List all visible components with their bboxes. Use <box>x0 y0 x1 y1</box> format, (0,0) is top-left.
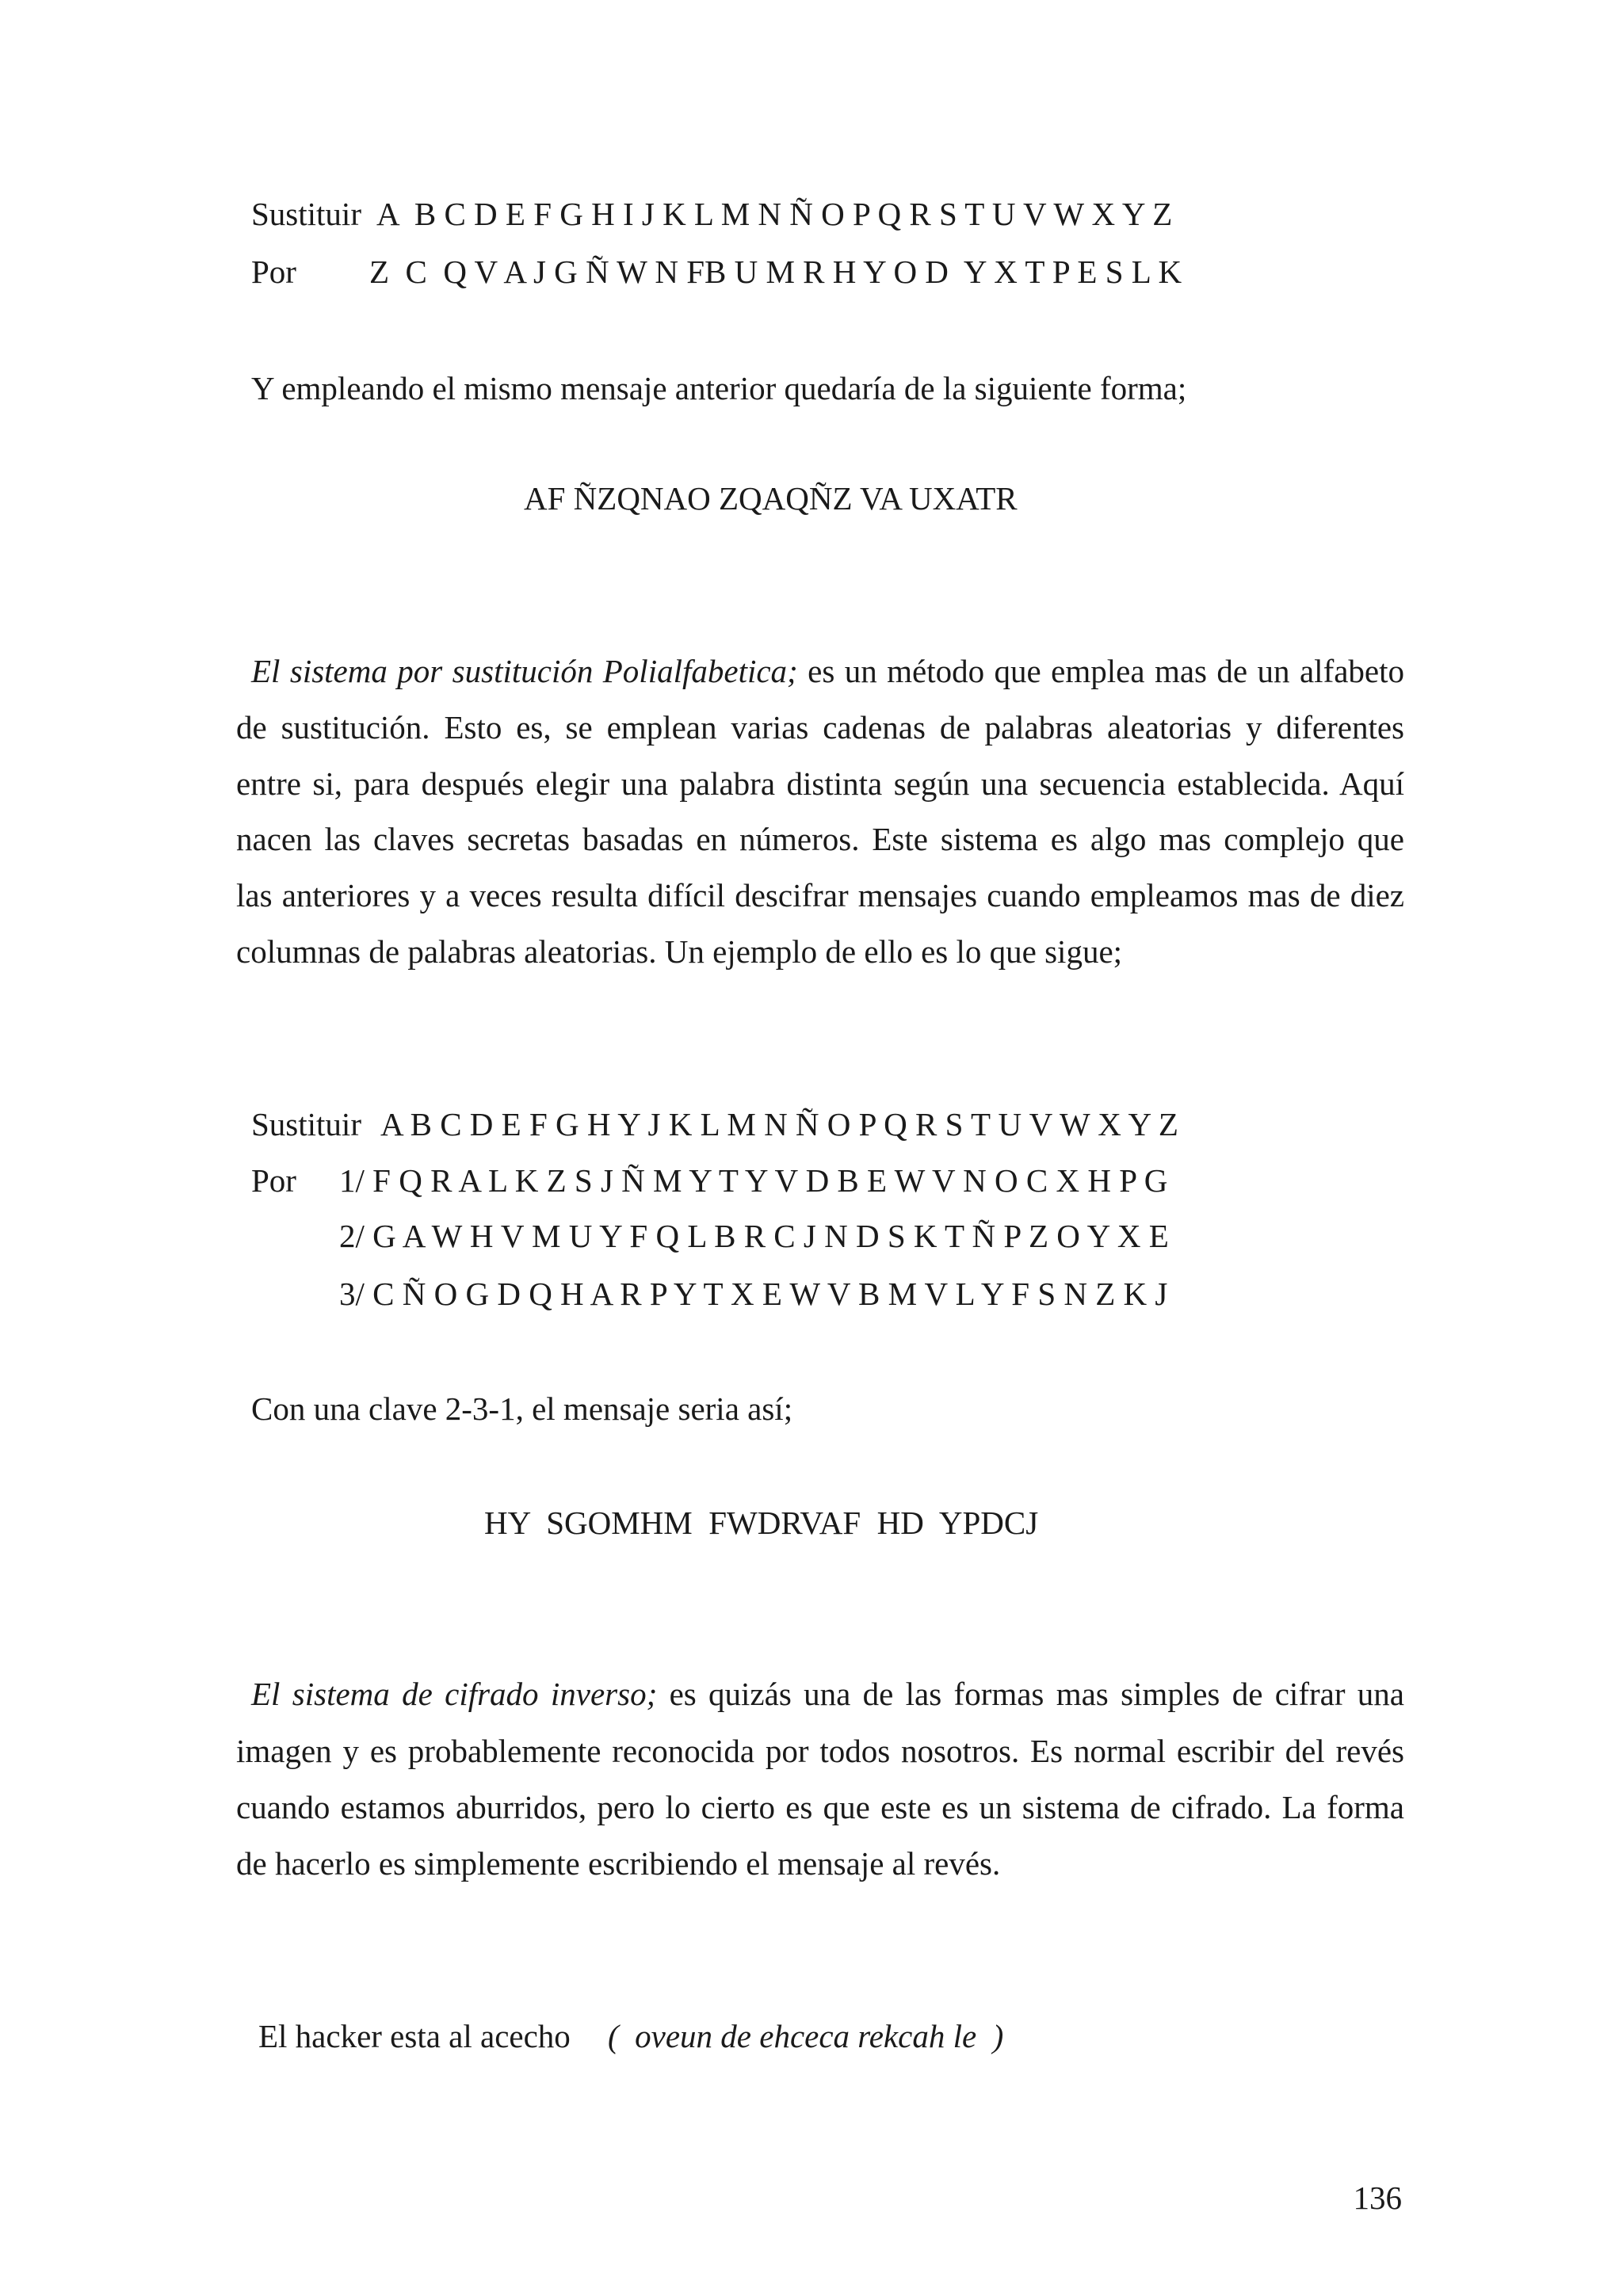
sustituir-label: Sustituir <box>251 1106 361 1142</box>
por-label: Por <box>251 254 296 290</box>
paragraph-line: las anteriores y a veces resulta difícil descifrar mensajes cuando empleamos mas de diez <box>236 877 1404 913</box>
row-letters: F Q R A L K Z S J Ñ M Y T Y V D B E W V N O C X H P G <box>372 1162 1168 1199</box>
row-key: 3/ <box>339 1276 365 1312</box>
italic-term: El sistema de cifrado inverso; <box>251 1676 658 1712</box>
line-text: es un método que emplea mas de un alfabeto <box>808 653 1405 689</box>
row-letters: G A W H V M U Y F Q L B R C J N D S K T Ñ P Z O Y X E <box>372 1218 1169 1254</box>
paragraph-line: cuando estamos aburridos, pero lo cierto es que este es un sistema de cifrado. La forma <box>236 1789 1404 1825</box>
paragraph-line: columnas de palabras aleatorias. Un ejemplo de ello es lo que sigue; <box>236 933 1123 970</box>
cipher-alphabet-row-2 <box>339 1216 1169 1256</box>
por-label: Por <box>251 1162 296 1199</box>
ciphertext-example-1: AF ÑZQNAO ZQAQÑZ VA UXATR <box>524 480 1018 517</box>
plain-alphabet-row: A B C D E F G H I J K L M N Ñ O P Q R S T U V W X Y Z <box>376 196 1173 232</box>
intro-sentence: Y empleando el mismo mensaje anterior quedaría de la siguiente forma; <box>251 370 1187 406</box>
line-text: es quizás una de las formas mas simples de cifrar una <box>669 1676 1404 1712</box>
page-number: 136 <box>1353 2180 1402 2216</box>
reversed-message: ( oveun de ehceca rekcah le ) <box>608 2018 1004 2054</box>
ciphertext-example-2: HY SGOMHM FWDRVAF HD YPDCJ <box>484 1505 1039 1541</box>
cipher-alphabet-row-3 <box>339 1274 1167 1314</box>
paragraph-line <box>251 1674 1404 1714</box>
paragraph-line: imagen y es probablemente reconocida por todos nosotros. Es normal escribir del revés <box>236 1733 1404 1769</box>
paragraph-line: entre si, para después elegir una palabra distinta según una secuencia establecida. Aquí <box>236 765 1404 802</box>
paragraph-line: nacen las claves secretas basadas en números. Este sistema es algo mas complejo que <box>236 821 1404 857</box>
paragraph-line: de sustitución. Esto es, se emplean varias cadenas de palabras aleatorias y diferentes <box>236 709 1404 746</box>
row-key: 1/ <box>339 1162 365 1199</box>
cipher-alphabet-row: Z C Q V A J G Ñ W N FB U M R H Y O D Y X T P E S L K <box>369 254 1182 290</box>
row-key: 2/ <box>339 1218 365 1254</box>
sustituir-label: Sustituir <box>251 196 361 232</box>
cipher-alphabet-row-1 <box>339 1161 1167 1200</box>
plain-message: El hacker esta al acecho <box>258 2018 571 2054</box>
key-sentence: Con una clave 2-3-1, el mensaje seria así; <box>251 1390 793 1427</box>
paragraph-line: de hacerlo es simplemente escribiendo el mensaje al revés. <box>236 1845 1001 1882</box>
plain-alphabet-row: A B C D E F G H Y J K L M N Ñ O P Q R S T U V W X Y Z <box>380 1106 1178 1142</box>
row-letters: C Ñ O G D Q H A R P Y T X E W V B M V L Y F S N Z K J <box>372 1276 1168 1312</box>
paragraph-line <box>251 651 1404 691</box>
italic-term: El sistema por sustitución Polialfabetica; <box>251 653 798 689</box>
